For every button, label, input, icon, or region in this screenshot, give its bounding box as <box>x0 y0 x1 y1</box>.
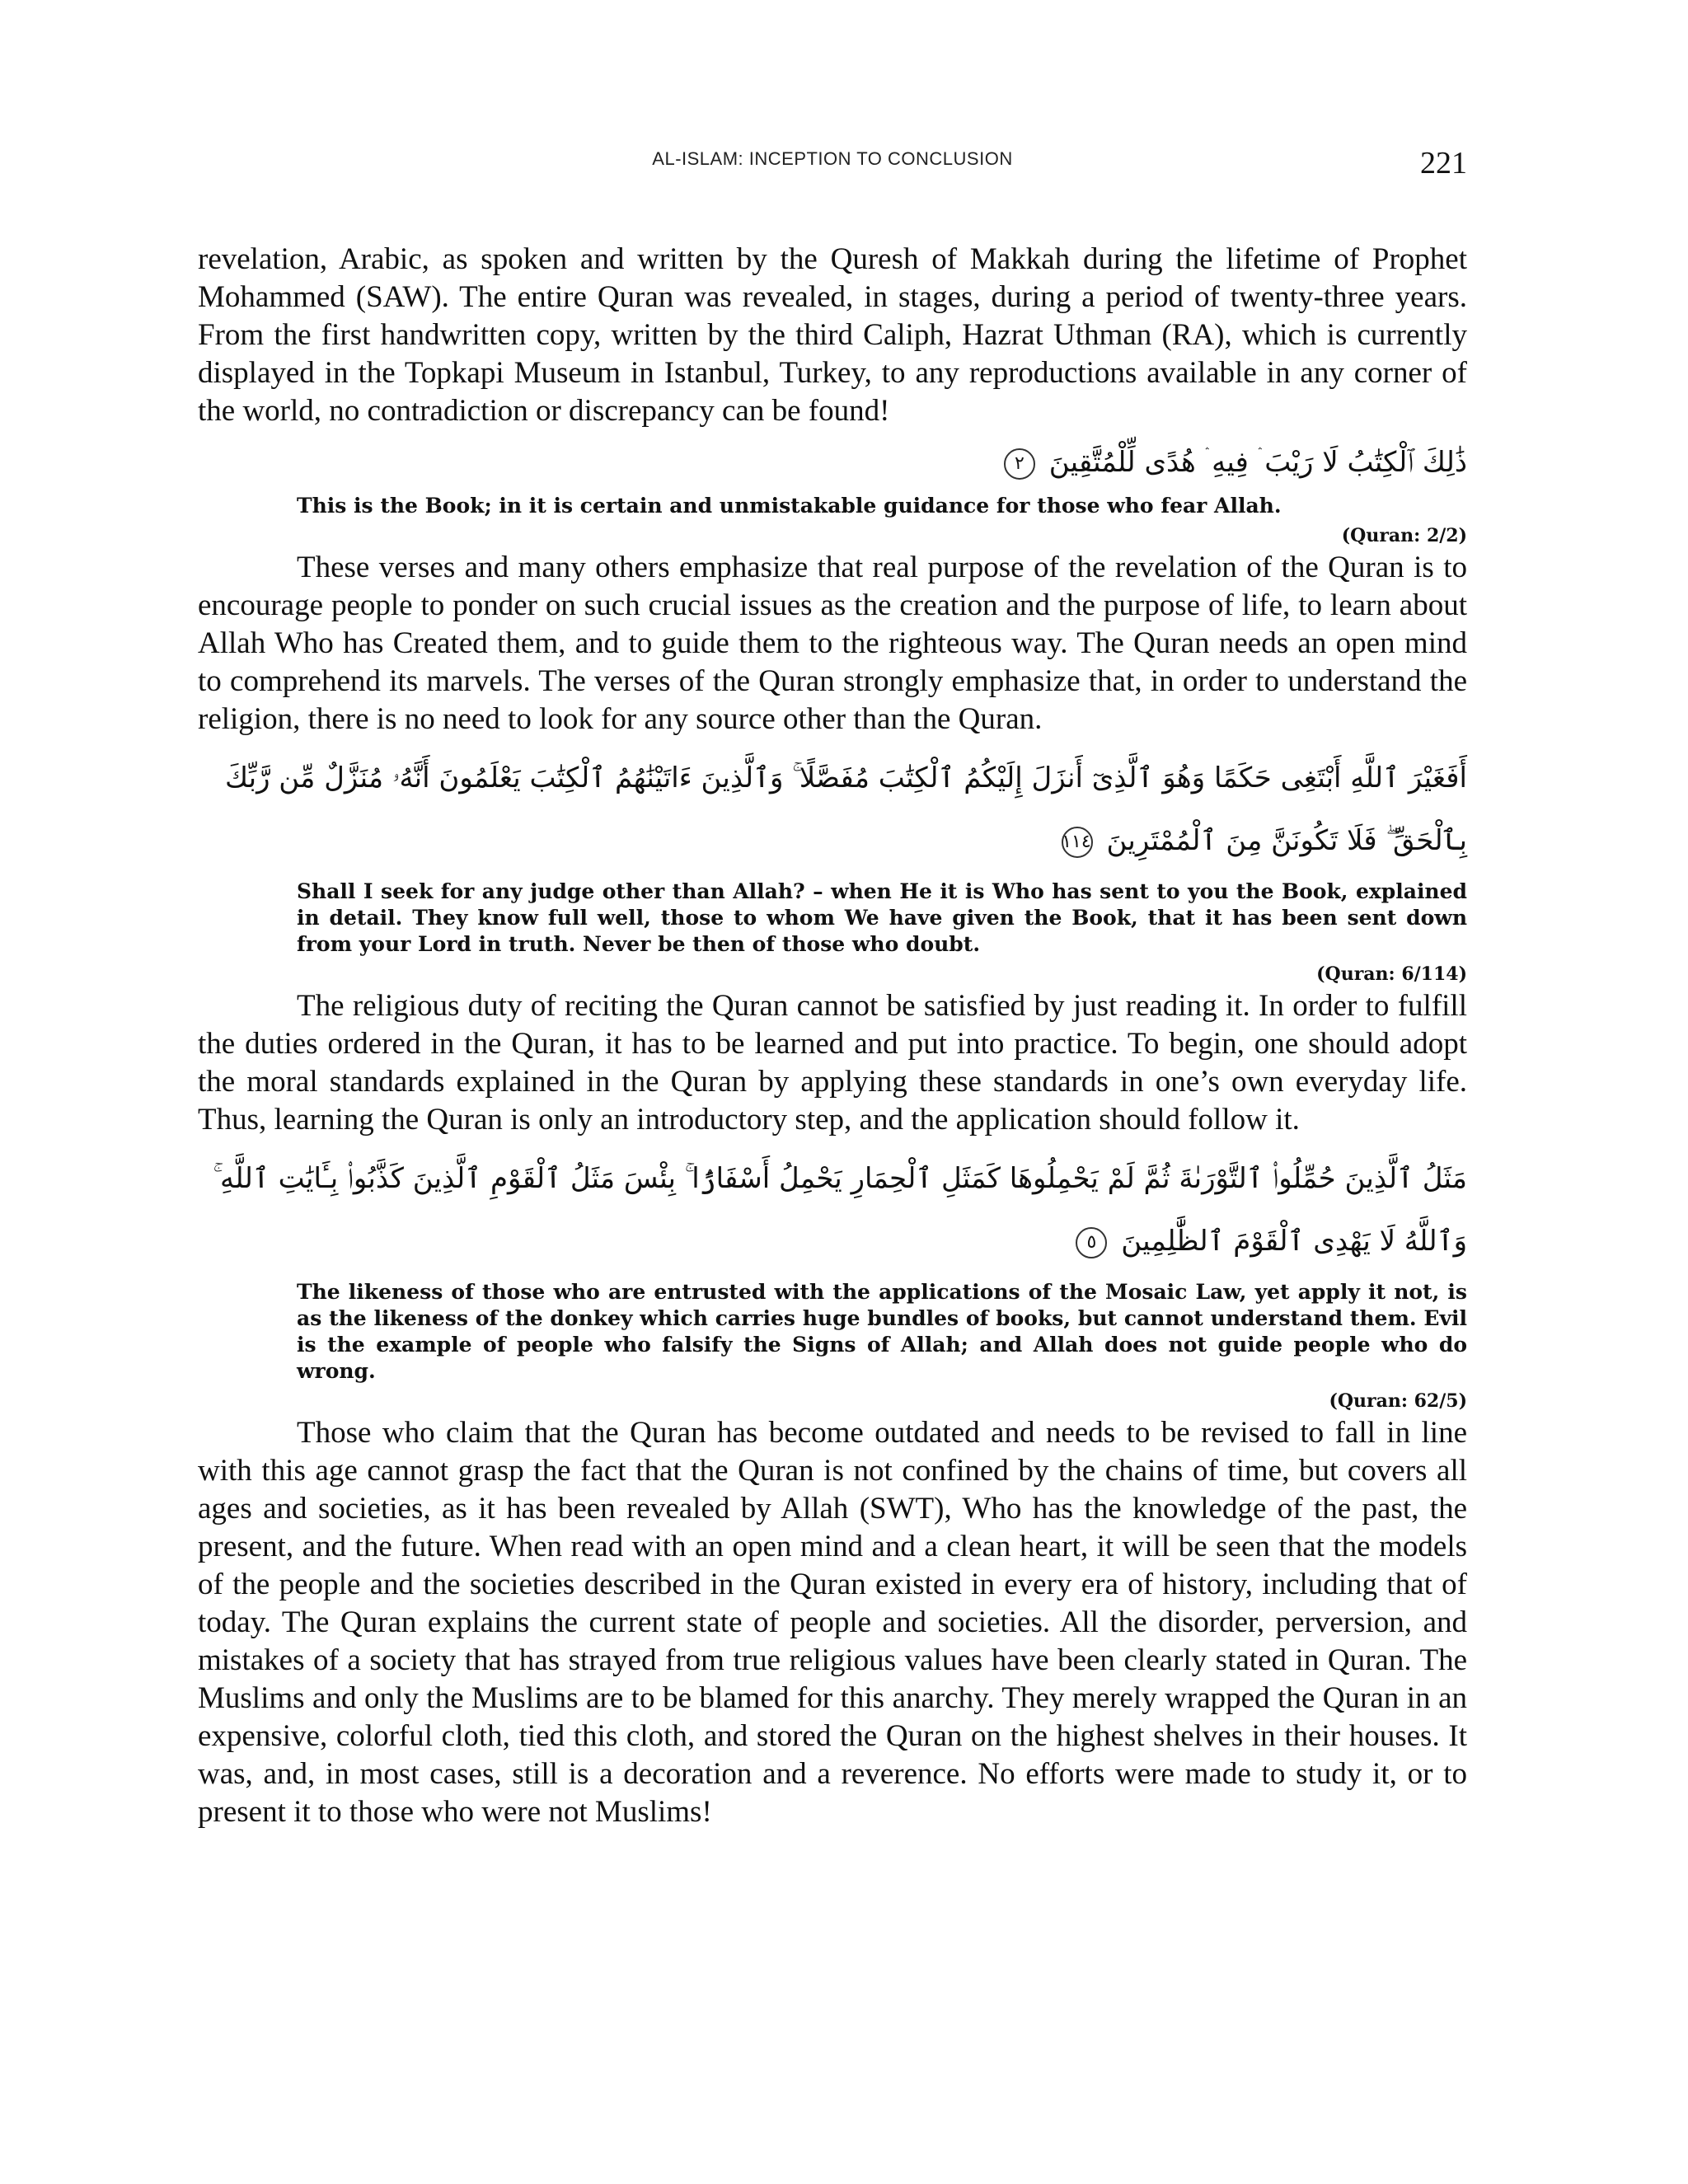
arabic-verse-2 <box>198 747 1467 872</box>
document-page <box>198 140 1467 1831</box>
arabic-verse-3 <box>198 1147 1467 1272</box>
ayah-number-marker: ٢ <box>1004 448 1035 480</box>
running-title: AL-ISLAM: INCEPTION TO CONCLUSION <box>652 148 1013 169</box>
paragraph-3: The religious duty of reciting the Quran cannot be satisfied by just reading it. In order to fulfill the duties ordered in the Quran, it has to be learned and put into practice. To begin, one should adopt the moral standards explained in the Quran by applying these standards in one’s own everyday life. Thus, learning the Quran is only an introductory step, and the application should follow it. <box>198 989 1467 1137</box>
arabic-verse-1 <box>198 438 1467 486</box>
paragraph-1: revelation, Arabic, as spoken and written by the Quresh of Makkah during the lifetime of Prophet Mohammed (SAW). The entire Quran was revealed, in stages, during a period of twenty-three years. From the first handwritten copy, written by the third Caliph, Hazrat Uthman (RA), which is currently displayed in the Topkapi Museum in Istanbul, Turkey, to any reproductions available in any corner of the world, no contradiction or discrepancy can be found! <box>198 242 1467 428</box>
verse-translation-2: Shall I seek for any judge other than Allah? – when He it is Who has sent to you the Book, explained in detail. They know full well, those to whom We have given the Book, that it has been sent down from your Lord in truth. Never be then of those who doubt. <box>297 879 1467 956</box>
arabic-verse-text: أَفَغَيْرَ ٱللَّهِ أَبْتَغِى حَكَمًا وَهُوَ ٱلَّذِىٓ أَنزَلَ إِلَيْكُمُ ٱلْكِتَٰبَ مُفَصَّلًا ۚ وَٱلَّذِينَ ءَاتَيْنَٰهُمُ ٱلْكِتَٰبَ يَعْلَمُونَ أَنَّهُۥ مُنَزَّلٌ مِّن رَّبِّكَ بِٱلْحَقِّ ۖ فَلَا تَكُونَنَّ مِنَ ٱلْمُمْتَرِينَ <box>224 762 1467 857</box>
page-number: 221 <box>1420 146 1467 180</box>
ayah-number-marker: ٥ <box>1076 1227 1107 1258</box>
verse-citation-2: (Quran: 6/114) <box>1316 963 1467 985</box>
paragraph-2: These verses and many others emphasize that real purpose of the revelation of the Quran is to encourage people to ponder on such crucial issues as the creation and the purpose of life, to learn about Allah Who has Created them, and to guide them to the righteous way. The Quran needs an open mind to comprehend its marvels. The verses of the Quran strongly emphasize that, in order to understand the religion, there is no need to look for any source other than the Quran. <box>198 551 1467 736</box>
page-header <box>198 140 1467 198</box>
arabic-verse-text: ذَٰلِكَ ٱلْكِتَٰبُ لَا رَيْبَ ۛ فِيهِ ۛ هُدًى لِّلْمُتَّقِينَ <box>1048 446 1467 479</box>
verse-citation-3: (Quran: 62/5) <box>1329 1390 1467 1412</box>
ayah-number-marker: ١١٤ <box>1062 827 1093 858</box>
arabic-verse-text: مَثَلُ ٱلَّذِينَ حُمِّلُوا۟ ٱلتَّوْرَىٰةَ ثُمَّ لَمْ يَحْمِلُوهَا كَمَثَلِ ٱلْحِمَارِ يَحْمِلُ أَسْفَارًۢا ۚ بِئْسَ مَثَلُ ٱلْقَوْمِ ٱلَّذِينَ كَذَّبُوا۟ بِـَٔايَٰتِ ٱللَّهِ ۚ وَٱللَّهُ لَا يَهْدِى ٱلْقَوْمَ ٱلظَّٰلِمِينَ <box>213 1162 1467 1258</box>
verse-citation-1: (Quran: 2/2) <box>1341 525 1467 546</box>
verse-translation-1: This is the Book; in it is certain and unmistakable guidance for those who fear Allah. <box>297 494 1282 518</box>
paragraph-4: Those who claim that the Quran has become outdated and needs to be revised to fall in line with this age cannot grasp the fact that the Quran is not confined by the chains of time, but covers all ages and societies, as it has been revealed by Allah (SWT), Who has the knowledge of the past, the present, and the future. When read with an open mind and a clean heart, it will be seen that the models of the people and the societies described in the Quran existed in every era of history, including that of today. The Quran explains the current state of people and societies. All the disorder, perversion, and mistakes of a society that has strayed from true religious values have been clearly stated in Quran. The Muslims and only the Muslims are to be blamed for this anarchy. They merely wrapped the Quran in an expensive, colorful cloth, tied this cloth, and stored the Quran on the highest shelves in their houses. It was, and, in most cases, still is a decoration and a reverence. No efforts were made to study it, or to present it to those who were not Muslims! <box>198 1416 1467 1829</box>
verse-translation-3: The likeness of those who are entrusted with the applications of the Mosaic Law, yet apply it not, is as the likeness of the donkey which carries huge bundles of books, but cannot understand them. Evil is the example of people who falsify the Signs of Allah; and Allah does not guide people who do wrong. <box>297 1280 1467 1383</box>
